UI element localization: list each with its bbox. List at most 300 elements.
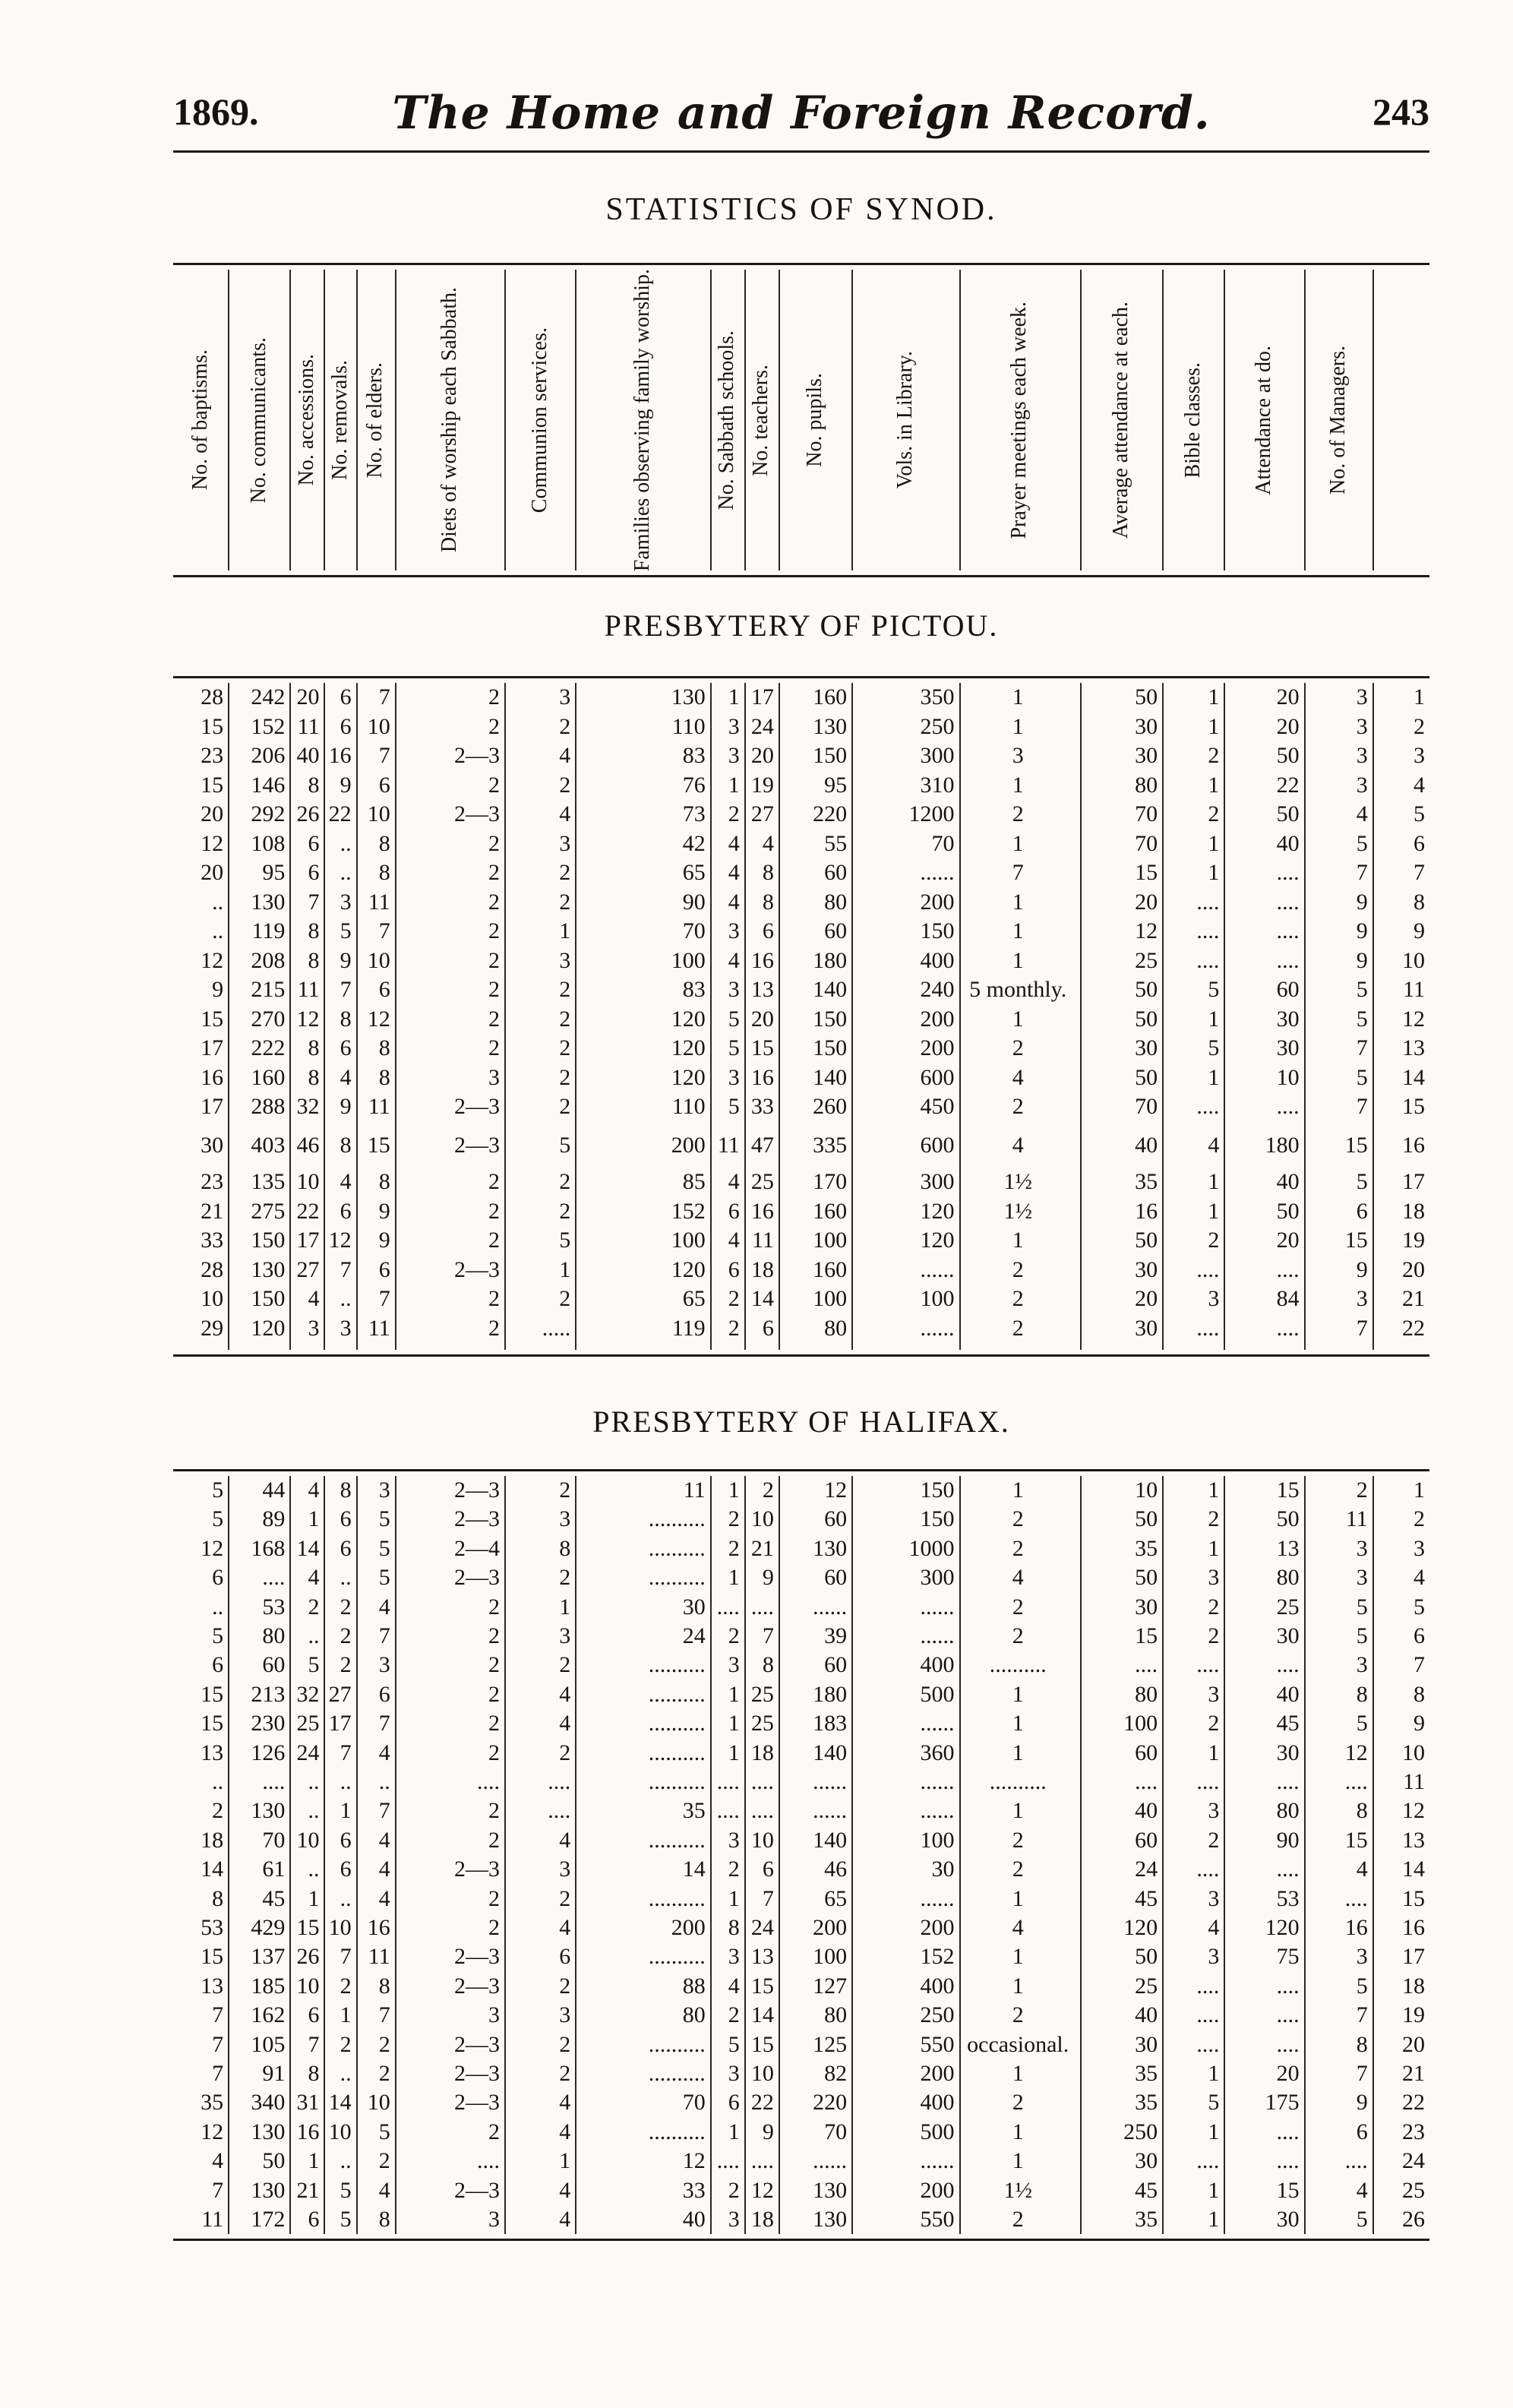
table-cell: 222 [251,1035,286,1060]
table-cell: ...... [920,1256,955,1282]
table-cell: 9 [1413,918,1425,943]
table-cell: .......... [648,1711,706,1736]
table-cell: 27 [750,801,774,826]
table-cell: 2—3 [454,1256,501,1282]
column-headers [173,263,1429,577]
table-cell: .... [1276,2031,1300,2057]
table-cell: .......... [648,1565,706,1591]
table-cell: 14 [1401,1857,1425,1882]
halifax-table [173,1469,1429,2241]
table-cell: 1 [1012,1681,1024,1707]
table-cell: 11 [717,1132,740,1158]
table-cell: 39 [824,1623,848,1648]
table-cell: 1 [1208,713,1220,739]
table-cell: 11 [201,2207,224,2232]
table-cell: 2 [340,1652,352,1678]
table-cell: .... [1276,1094,1300,1119]
table-cell: 7 [1356,2061,1368,2086]
table-cell: .... [262,1565,286,1591]
table-cell: 30 [1135,1315,1158,1341]
table-cell: 26 [1401,2207,1425,2232]
table-cell: 15 [1135,1623,1158,1648]
table-cell: 220 [813,2090,848,2116]
table-cell: 3 [728,2207,740,2232]
table-row [173,1197,1429,1226]
table-cell: 200 [920,889,955,915]
table-cell: 1 [1208,2119,1220,2144]
table-cell: 6 [728,2090,740,2116]
table-row [173,771,1429,800]
table-cell: 16 [750,947,774,973]
table-cell: .... [1196,1652,1220,1678]
table-cell: 2 [488,1827,501,1853]
table-cell: 15 [201,772,224,798]
table-cell: 10 [1401,947,1425,973]
table-row [173,1168,1429,1196]
table-cell: 2 [488,1006,501,1032]
table-cell: .......... [648,2119,706,2144]
page-number: 243 [1372,90,1429,133]
table-cell: 160 [813,1256,848,1282]
table-cell: 70 [1135,1094,1158,1119]
table-cell: ...... [813,1769,848,1794]
table-cell: 44 [262,1477,286,1503]
table-cell: 15 [1344,1827,1368,1853]
table-cell: 172 [251,2207,286,2232]
table-cell: 2 [559,772,571,798]
table-cell: 4 [559,2090,571,2116]
column-rule [1080,270,1082,570]
table-cell: 152 [920,1944,955,1970]
table-cell: 1 [728,1711,740,1736]
column-header-13 [959,265,1080,575]
table-cell: 3 [559,1857,571,1882]
table-cell: 27 [296,1256,320,1282]
table-cell: 2 [340,1594,352,1620]
table-cell: 152 [671,1198,706,1224]
table-cell: .... [548,1769,571,1794]
table-row [173,1797,1429,1825]
table-cell: 2 [488,713,501,739]
table-cell: 9 [378,1228,390,1253]
table-cell: 110 [671,713,706,739]
table-cell: 7 [212,2002,224,2028]
table-cell: .. [212,889,224,915]
table-cell: 24 [296,1740,320,1765]
table-cell: 19 [750,772,774,798]
column-header-15 [1162,265,1224,575]
table-cell: 1 [559,2148,571,2174]
table-cell: 8 [308,947,320,973]
table-cell: 5 [378,2119,390,2144]
section-title-halifax: PRESBYTERY OF HALIFAX. [592,1405,1010,1439]
table-cell: 4 [559,1681,571,1707]
table-cell: 400 [920,1652,955,1678]
table-cell: 65 [682,860,706,885]
table-cell: 9 [762,1565,774,1591]
table-cell: 3 [728,2061,740,2086]
table-cell: 6 [308,2207,320,2232]
table-cell: .... [1196,1769,1220,1794]
table-cell: 4 [378,1857,390,1882]
table-cell: 13 [1401,1035,1425,1060]
table-cell: 4 [728,860,740,885]
table-cell: 2 [559,1169,571,1194]
table-cell: 119 [251,918,286,943]
table-cell: 40 [1276,1681,1300,1707]
table-cell: 6 [1356,1198,1368,1224]
table-row [173,2001,1429,2030]
table-cell: 5 [1208,2090,1220,2116]
table-cell: 12 [1135,918,1158,943]
table-cell: 15 [1344,1132,1368,1158]
table-cell: 45 [1135,1885,1158,1911]
table-cell: 4 [559,801,571,826]
table-cell: 1000 [908,1535,955,1561]
table-cell: 26 [296,1944,320,1970]
table-cell: 8 [378,1973,390,1999]
table-row [173,2205,1429,2234]
table-cell: 4 [1012,1565,1024,1591]
table-cell: 2 [559,2031,571,2057]
table-cell: 146 [251,772,286,798]
table-cell: 2 [728,1623,740,1648]
table-cell: .... [750,1798,774,1824]
table-cell: 91 [262,2061,286,2086]
table-cell: 13 [750,1944,774,1970]
table-cell: 15 [750,1035,774,1060]
table-cell: .......... [648,2031,706,2057]
table-cell: 185 [251,1973,286,1999]
table-cell: 10 [296,1827,320,1853]
table-cell: 2 [1413,713,1425,739]
table-cell: 95 [824,772,848,798]
column-header-11 [779,265,851,575]
table-row [173,1505,1429,1534]
table-cell: 2 [1012,1315,1024,1341]
table-cell: 2 [488,947,501,973]
table-cell: 15 [1401,1094,1425,1119]
section-title-pictou: PRESBYTERY OF PICTOU. [604,608,999,643]
table-cell: 2 [559,1064,571,1090]
table-cell: 16 [296,2119,320,2144]
table-cell: 4 [559,1915,571,1940]
table-cell: 4 [1356,1857,1368,1882]
table-cell: 125 [813,2031,848,2057]
table-cell: 270 [251,1006,286,1032]
table-cell: 16 [750,1198,774,1224]
table-cell: 500 [920,1681,955,1707]
table-cell: 300 [920,1169,955,1194]
table-cell: 4 [340,1169,352,1194]
table-cell: 16 [750,1064,774,1090]
table-cell: 5 [728,1006,740,1032]
table-cell: 4 [378,1885,390,1911]
table-cell: 22 [1401,2090,1425,2116]
table-cell: 13 [201,1740,224,1765]
table-cell: 7 [378,684,390,709]
table-cell: 3 [1413,743,1425,768]
table-cell: .. [340,1565,352,1591]
table-row [173,1826,1429,1855]
table-cell: 25 [1401,2177,1425,2203]
table-cell: 2 [1012,1094,1024,1119]
table-cell: 1 [1012,1228,1024,1253]
table-cell: 12 [1401,1798,1425,1824]
table-cell: 1 [340,2002,352,2028]
column-header-1 [173,265,228,575]
table-cell: 1 [559,1256,571,1282]
table-row [173,683,1429,712]
table-cell: ...... [920,1315,955,1341]
table-cell: 20 [1276,713,1300,739]
table-cell: 24 [682,1623,706,1648]
table-cell: 340 [251,2090,286,2116]
table-cell: 60 [262,1652,286,1678]
table-cell: 30 [1276,1623,1300,1648]
table-cell: 10 [750,1827,774,1853]
table-cell: 8 [1356,2031,1368,2057]
table-cell: 33 [201,1228,224,1253]
table-cell: 2 [559,1198,571,1224]
table-cell: 8 [340,1132,352,1158]
table-cell: 2 [488,1740,501,1765]
table-cell: 9 [340,772,352,798]
table-cell: 4 [559,1711,571,1736]
table-cell: 18 [750,1256,774,1282]
table-cell: 7 [762,1885,774,1911]
table-cell: 9 [378,1198,390,1224]
table-row [173,800,1429,829]
table-cell: 500 [920,2119,955,2144]
table-cell: 27 [328,1681,352,1707]
table-cell: 21 [201,1198,224,1224]
column-header-label: No. accessions. [294,354,318,486]
table-cell: 7 [1356,2002,1368,2028]
table-cell: .. [308,1623,320,1648]
column-rule [228,270,229,570]
table-cell: 15 [750,1973,774,1999]
table-cell: 550 [920,2207,955,2232]
table-cell: 2 [1208,801,1220,826]
table-cell: 2 [728,1857,740,1882]
table-cell: 6 [340,713,352,739]
table-cell: 250 [920,2002,955,2028]
table-cell: 1½ [1003,1198,1032,1224]
table-cell: 45 [1135,2177,1158,2203]
table-row [173,1593,1429,1622]
table-cell: 250 [1123,2119,1158,2144]
table-cell: 10 [201,1286,224,1311]
table-cell: .......... [648,1740,706,1765]
table-cell: 2 [1012,1506,1024,1532]
table-cell: 2 [488,1652,501,1678]
table-cell: 21 [1401,2061,1425,2086]
table-cell: 76 [682,772,706,798]
table-cell: 3 [559,1623,571,1648]
table-cell: 2 [1208,1228,1220,1253]
table-cell: ...... [813,1798,848,1824]
table-cell: 8 [212,1885,224,1911]
table-cell: 6 [378,1681,390,1707]
table-cell: 75 [1276,1944,1300,1970]
table-cell: .... [1196,947,1220,973]
table-cell: 12 [328,1228,352,1253]
table-cell: 60 [1135,1827,1158,1853]
table-cell: 95 [262,860,286,885]
table-cell: 5 [1413,1594,1425,1620]
table-cell: 5 [378,1535,390,1561]
table-row [173,2059,1429,2088]
table-cell: 32 [296,1094,320,1119]
table-cell: 4 [559,1827,571,1853]
table-row [173,946,1429,975]
table-cell: 60 [824,918,848,943]
table-cell: 25 [750,1681,774,1707]
table-cell: 11 [368,889,390,915]
table-cell: 3 [559,830,571,856]
table-cell: 200 [920,1915,955,1940]
table-cell: 50 [1135,684,1158,709]
column-header-label: No. removals. [327,360,352,480]
table-cell: 10 [367,947,390,973]
table-cell: 1½ [1003,2177,1032,2203]
table-cell: .. [378,1769,390,1794]
table-cell: 14 [201,1857,224,1882]
table-cell: 6 [340,1198,352,1224]
table-cell: ...... [813,2148,848,2174]
table-cell: ...... [920,1885,955,1911]
table-cell: .... [1196,1315,1220,1341]
table-cell: 2 [212,1798,224,1824]
column-header-5 [356,265,395,575]
table-cell: 2 [559,1885,571,1911]
table-cell: 2 [1012,1286,1024,1311]
table-cell: 1 [1012,2148,1024,2174]
table-cell: 35 [682,1798,706,1824]
table-cell: 20 [750,743,774,768]
table-cell: 7 [1012,860,1024,885]
table-cell: 135 [251,1169,286,1194]
table-cell: 1 [1208,1535,1220,1561]
table-cell: 1 [1012,2119,1024,2144]
table-row [173,1563,1429,1592]
table-cell: 6 [308,830,320,856]
table-cell: 300 [920,743,955,768]
table-cell: 13 [201,1973,224,1999]
table-cell: 200 [920,1006,955,1032]
table-row [173,917,1429,946]
table-cell: 35 [201,2090,224,2116]
table-cell: 88 [682,1973,706,1999]
table-cell: 200 [671,1915,706,1940]
table-cell: 15 [1276,1477,1300,1503]
table-cell: 2 [378,2031,390,2057]
table-cell: 130 [813,713,848,739]
table-cell: 33 [750,1094,774,1119]
table-cell: 4 [1012,1915,1024,1940]
table-cell: 28 [201,1256,224,1282]
table-cell: .......... [648,1944,706,1970]
table-cell: 2 [728,1315,740,1341]
table-cell: 25 [750,1711,774,1736]
table-cell: 140 [813,1740,848,1765]
table-cell: 53 [262,1594,286,1620]
table-cell: ...... [920,1623,955,1648]
table-cell: 1 [308,1885,320,1911]
table-cell: 8 [559,1535,571,1561]
table-cell: .... [477,1769,501,1794]
table-cell: ...... [920,1798,955,1824]
table-cell: 3 [1356,1565,1368,1591]
table-cell: 15 [201,1944,224,1970]
table-cell: 7 [340,1944,352,1970]
table-cell: 11 [683,1477,706,1503]
table-cell: 130 [813,2177,848,2203]
column-header-label: No. pupils. [803,373,827,467]
column-header-8 [575,265,709,575]
table-cell: 130 [251,2119,286,2144]
table-cell: 5 [1413,801,1425,826]
table-cell: 25 [1135,1973,1158,1999]
table-cell: 130 [813,1535,848,1561]
table-cell: 12 [367,1006,390,1032]
table-cell: 19 [1401,2002,1425,2028]
table-row [173,2088,1429,2117]
table-cell: 9 [762,2119,774,2144]
table-cell: 70 [262,1827,286,1853]
table-cell: 3 [1356,1286,1368,1311]
table-cell: 3 [728,918,740,943]
table-row [173,1739,1429,1768]
table-cell: 13 [750,977,774,1002]
column-rule [1304,270,1306,570]
table-cell: 9 [212,977,224,1002]
table-cell: 15 [1401,1885,1425,1911]
table-cell: 5 [340,2207,352,2232]
table-cell: 46 [296,1132,320,1158]
table-cell: 15 [201,1711,224,1736]
column-header-label: Diets of worship each Sabbath. [437,287,461,553]
table-cell: .... [1344,2148,1368,2174]
table-cell: 3 [1356,1652,1368,1678]
table-cell: 550 [920,2031,955,2057]
table-cell: 3 [1012,743,1024,768]
table-cell: .. [340,1769,352,1794]
table-cell: 2 [488,1315,501,1341]
table-cell: 200 [920,1035,955,1060]
column-rule [504,270,506,570]
column-header-label: No. communicants. [246,337,270,504]
table-cell: 2 [559,1006,571,1032]
table-cell: 9 [1356,947,1368,973]
table-cell: 200 [920,2061,955,2086]
table-row [173,1972,1429,2001]
table-cell: 4 [378,1827,390,1853]
table-cell: 4 [559,2207,571,2232]
table-cell: 83 [682,743,706,768]
table-row [173,1034,1429,1063]
table-cell: 7 [340,977,352,1002]
table-cell: 60 [824,860,848,885]
table-cell: 4 [340,1064,352,1090]
table-cell: 4 [728,1973,740,1999]
table-cell: 5 [1356,1064,1368,1090]
table-cell: .... [750,1594,774,1620]
table-cell: 6 [340,1857,352,1882]
table-cell: 140 [813,1064,848,1090]
table-cell: 5 [1356,1623,1368,1648]
